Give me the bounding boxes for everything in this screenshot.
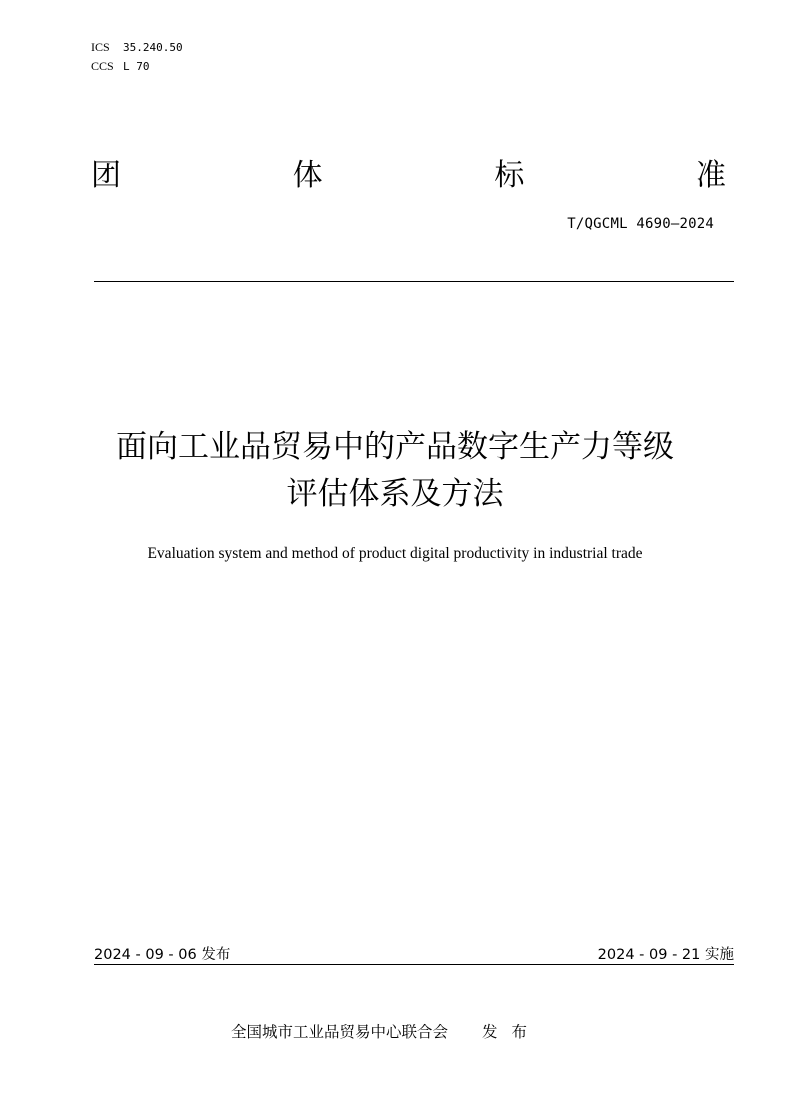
standard-type-heading	[91, 148, 726, 196]
standard-type-char-1: 团	[91, 158, 121, 193]
classification-codes	[91, 38, 183, 76]
ccs-value: L 70	[123, 60, 150, 73]
bottom-divider	[94, 964, 734, 965]
title-english: Evaluation system and method of product digital productivity in industrial trade	[147, 545, 643, 562]
title-chinese-line-1: 面向工业品贸易中的产品数字生产力等级	[116, 429, 674, 465]
ccs-label: CCS	[91, 59, 114, 73]
publish-date: 2024 - 09 - 06 发布	[94, 947, 231, 963]
issuer	[231, 1020, 541, 1042]
standard-type-char-4: 准	[695, 158, 726, 193]
issuer-name: 全国城市工业品贸易中心联合会	[231, 1023, 449, 1041]
ics-label: ICS	[91, 40, 110, 54]
standard-type-char-3: 标	[494, 158, 525, 193]
ics-code	[91, 38, 183, 57]
top-divider	[94, 281, 734, 282]
title-chinese	[60, 424, 730, 518]
standard-type-char-2: 体	[292, 158, 323, 193]
implement-date: 2024 - 09 - 21 实施	[597, 947, 734, 963]
title-chinese-line-2: 评估体系及方法	[286, 476, 504, 512]
ccs-code	[91, 57, 183, 76]
standard-number: T/QGCML 4690—2024	[567, 216, 714, 232]
ics-value: 35.240.50	[123, 41, 183, 54]
issuer-action: 发布	[482, 1023, 542, 1041]
